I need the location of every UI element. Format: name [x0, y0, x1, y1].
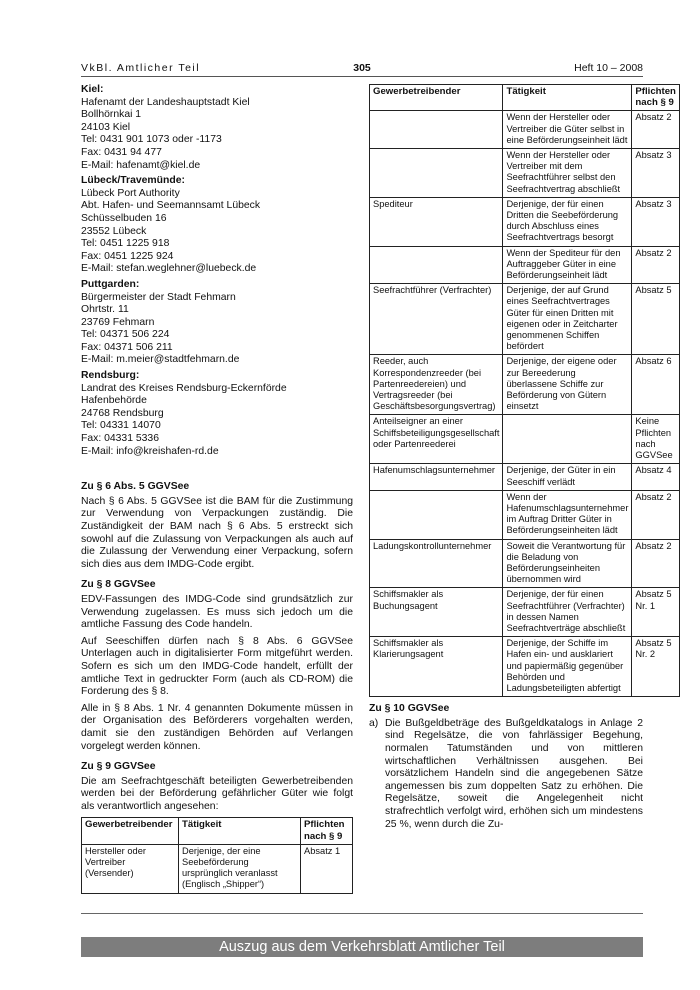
activity-cell: Wenn der Hersteller oder Vertreiber die Güter selbst in eine Beförderungseinheit lädt	[503, 111, 632, 149]
contact-line: Fax: 0431 94 477	[81, 146, 162, 158]
table-row	[82, 844, 353, 893]
activity-cell: Derjenige, der auf Grund eines Seefrachtvertrages Güter für einen Dritten mit eigenen oder in Zeitcharter genommenen Schiffen befördert	[503, 284, 632, 355]
contact-line: Bollhörnkai 1	[81, 109, 142, 121]
activity-cell: Derjenige, der eine Seebeförderung ursprünglich veranlasst (Englisch „Shipper“)	[179, 844, 301, 893]
contact-line: Tel: 04331 14070	[81, 420, 161, 432]
contact-city: Kiel:	[81, 84, 104, 95]
contact-line: Hafenamt der Landeshauptstadt Kiel	[81, 96, 250, 108]
trader-cell	[370, 246, 503, 284]
trader-cell: Hersteller oder Vertreiber (Versender)	[82, 844, 179, 893]
duties-cell: Absatz 6	[632, 355, 680, 415]
contact-line: Tel: 04371 506 224	[81, 329, 170, 341]
activity-cell: Wenn der Hafenumschlagsunternehmer im Auftrag Dritter Güter in Beförderungseinheiten lädt	[503, 490, 632, 539]
paragraph: Alle in § 8 Abs. 1 Nr. 4 genannten Dokumente müssen in der Organisation des Beförderers vorgehalten werden, damit sie den zuständigen Behörden auf Verlangen vorgelegt werden können.	[81, 702, 353, 752]
duties-cell: Absatz 5 Nr. 1	[632, 588, 680, 637]
table-row	[370, 637, 680, 697]
duties-cell: Absatz 3	[632, 197, 680, 246]
table-row	[370, 588, 680, 637]
section-title-s9: Zu § 9 GGVSee	[81, 761, 156, 773]
contact-line: Fax: 04331 5336	[81, 433, 159, 445]
duties-cell: Absatz 3	[632, 149, 680, 198]
left-column	[81, 84, 353, 894]
trader-cell: Hafenumschlagsunternehmer	[370, 464, 503, 490]
contact-line: Schüsselbuden 16	[81, 212, 167, 224]
table-row	[370, 355, 680, 415]
contact-city: Puttgarden:	[81, 278, 140, 290]
table-row	[370, 197, 680, 246]
trader-cell: Spediteur	[370, 197, 503, 246]
contact-block	[81, 370, 353, 458]
contact-line: Tel: 0431 901 1073 oder -1173	[81, 134, 222, 146]
contact-city: Rendsburg:	[81, 370, 140, 382]
contact-line: 24103 Kiel	[81, 121, 131, 133]
trader-cell: Schiffsmakler als Buchungsagent	[370, 588, 503, 637]
trader-cell	[370, 490, 503, 539]
activity-cell: Derjenige, der für einen Seefrachtführer (Verfrachter) in dessen Namen Seefrachtverträge abschließt	[503, 588, 632, 637]
list-text: Die Bußgeldbeträge des Bußgeldkatalogs in Anlage 2 sind Regelsätze, die von fahrlässiger Begehung, normalen Tatumständen und von mittleren wirtschaftlichen Verhältnissen ausgehen. Bei vorsätzlichem Handeln sind die angegebenen Sätze angemessen bis zum doppelten Satz zu erhöhen. Die Regelsätze, soweit die Angelegenheit nicht strafrechtlich verfolgt wird, erhöhen sich um mindestens 25 %, wenn durch die Zu-	[385, 717, 643, 830]
paragraph: Nach § 6 Abs. 5 GGVSee ist die BAM für die Zustimmung zur Verwendung von Verpackungen zuständig. Die Zuständigkeit der BAM nach § 6 Abs. 5 erstreckt sich sowohl auf die Zulassung von Verpackungen als auch auf die Zulassung der Verwendung einer Verpackung, sofern sich dies aus dem IMDG-Code ergibt.	[81, 495, 353, 570]
contact-line: E-Mail: hafenamt@kiel.de	[81, 159, 201, 171]
activity-cell: Derjenige, der Schiffe im Hafen ein- und ausklariert und papiermäßig gegenüber Behörden und Ladungsbeteiligten abfertigt	[503, 637, 632, 697]
contact-list	[81, 84, 353, 458]
duties-cell: Absatz 2	[632, 490, 680, 539]
col-header-activity: Tätigkeit	[179, 818, 301, 844]
duties-cell: Absatz 1	[301, 844, 353, 893]
footer-rule	[81, 913, 643, 914]
trader-cell: Anteilseigner an einer Schiffsbeteiligungsgesellschaft oder Partenreederei	[370, 415, 503, 464]
paragraph: Die am Seefrachtgeschäft beteiligten Gewerbetreibenden werden bei der Beförderung gefährlicher Güter wie folgt als verantwortlich angesehen:	[81, 775, 353, 812]
right-column	[369, 84, 676, 831]
trader-cell	[370, 111, 503, 149]
trader-cell: Reeder, auch Korrespondenzreeder (bei Partenreedereien) und Vertragsreeder (bei Geschäftsbesorgungsvertrag)	[370, 355, 503, 415]
section-title-s6: Zu § 6 Abs. 5 GGVSee	[81, 481, 190, 493]
responsibility-table-part2	[369, 84, 680, 697]
contact-line: Fax: 0451 1225 924	[81, 250, 174, 262]
page-number: 305	[353, 62, 371, 74]
section-title-s8: Zu § 8 GGVSee	[81, 579, 156, 591]
duties-cell: Absatz 2	[632, 111, 680, 149]
penalty-list	[369, 718, 643, 831]
contact-line: Bürgermeister der Stadt Fehmarn	[81, 291, 236, 303]
col-header-activity: Tätigkeit	[503, 85, 632, 111]
duties-cell: Absatz 2	[632, 246, 680, 284]
table-row	[370, 539, 680, 588]
contact-line: Hafenbehörde	[81, 395, 147, 407]
duties-cell: Absatz 4	[632, 464, 680, 490]
contact-line: E-Mail: m.meier@stadtfehmarn.de	[81, 354, 240, 366]
contact-line: Tel: 0451 1225 918	[81, 238, 170, 250]
running-header	[81, 62, 643, 77]
trader-cell	[370, 149, 503, 198]
activity-cell	[503, 415, 632, 464]
footer-banner: Auszug aus dem Verkehrsblatt Amtlicher Teil	[81, 937, 643, 957]
table-row	[370, 415, 680, 464]
list-marker: a)	[369, 717, 379, 729]
contact-city: Lübeck/Travemünde:	[81, 175, 185, 187]
duties-cell: Absatz 5 Nr. 2	[632, 637, 680, 697]
contact-line: E-Mail: info@kreishafen-rd.de	[81, 445, 219, 457]
contact-block	[81, 279, 353, 367]
contact-block	[81, 84, 353, 172]
contact-line: Lübeck Port Authority	[81, 187, 180, 199]
table-row	[370, 464, 680, 490]
activity-cell: Wenn der Spediteur für den Auftraggeber Güter in eine Beförderungseinheit lädt	[503, 246, 632, 284]
contact-line: E-Mail: stefan.weglehner@luebeck.de	[81, 263, 257, 275]
contact-block	[81, 175, 353, 276]
table-row	[370, 246, 680, 284]
list-item	[369, 718, 643, 831]
table-row	[370, 149, 680, 198]
issue-label: Heft 10 – 2008	[574, 62, 643, 74]
table-row	[370, 111, 680, 149]
col-header-duties: Pflichten nach § 9	[301, 818, 353, 844]
contact-line: Abt. Hafen- und Seemannsamt Lübeck	[81, 200, 261, 212]
trader-cell: Seefrachtführer (Verfrachter)	[370, 284, 503, 355]
contact-line: 24768 Rendsburg	[81, 407, 164, 419]
contact-line: Fax: 04371 506 211	[81, 341, 173, 353]
duties-cell: Absatz 5	[632, 284, 680, 355]
table-row	[370, 490, 680, 539]
duties-cell: Keine Pflichten nach GGVSee	[632, 415, 680, 464]
paragraph: EDV-Fassungen des IMDG-Code sind grundsätzlich zur Verwendung zugelassen. Es muss sich jedoch um die amtliche Fassung des Code handeln.	[81, 593, 353, 631]
activity-cell: Derjenige, der für einen Dritten die Seebeförderung durch Abschluss eines Seefrachtvertrags besorgt	[503, 197, 632, 246]
col-header-trader: Gewerbetreibender	[82, 818, 179, 844]
activity-cell: Wenn der Hersteller oder Vertreiber mit dem Seefrachtführer selbst den Seefrachtvertrag abschließt	[503, 149, 632, 198]
section-title-s10: Zu § 10 GGVSee	[369, 703, 450, 715]
activity-cell: Derjenige, der Güter in ein Seeschiff verlädt	[503, 464, 632, 490]
journal-name: VkBl. Amtlicher Teil	[81, 62, 201, 74]
contact-line: 23769 Fehmarn	[81, 316, 155, 328]
col-header-duties: Pflichten nach § 9	[632, 85, 680, 111]
responsibility-table-part1	[81, 817, 353, 893]
duties-cell: Absatz 2	[632, 539, 680, 588]
table-row	[370, 284, 680, 355]
trader-cell: Schiffsmakler als Klarierungsagent	[370, 637, 503, 697]
trader-cell: Ladungskontrollunternehmer	[370, 539, 503, 588]
activity-cell: Derjenige, der eigene oder zur Bereederung überlassene Schiffe zur Beförderung von Gütern einsetzt	[503, 355, 632, 415]
col-header-trader: Gewerbetreibender	[370, 85, 503, 111]
contact-line: 23552 Lübeck	[81, 225, 147, 237]
paragraph: Auf Seeschiffen dürfen nach § 8 Abs. 6 GGVSee Unterlagen auch in digitalisierter Form mitgeführt werden. Sofern es sich um den IMDG-Code handelt, erfüllt der amtliche Text in gedruckter Form (auch als CD-ROM) die Forderung des § 8.	[81, 635, 353, 698]
activity-cell: Soweit die Verantwortung für die Beladung von Beförderungseinheiten übernommen wird	[503, 539, 632, 588]
contact-line: Ohrtstr. 11	[81, 304, 129, 316]
contact-line: Landrat des Kreises Rendsburg-Eckernförde	[81, 382, 287, 394]
